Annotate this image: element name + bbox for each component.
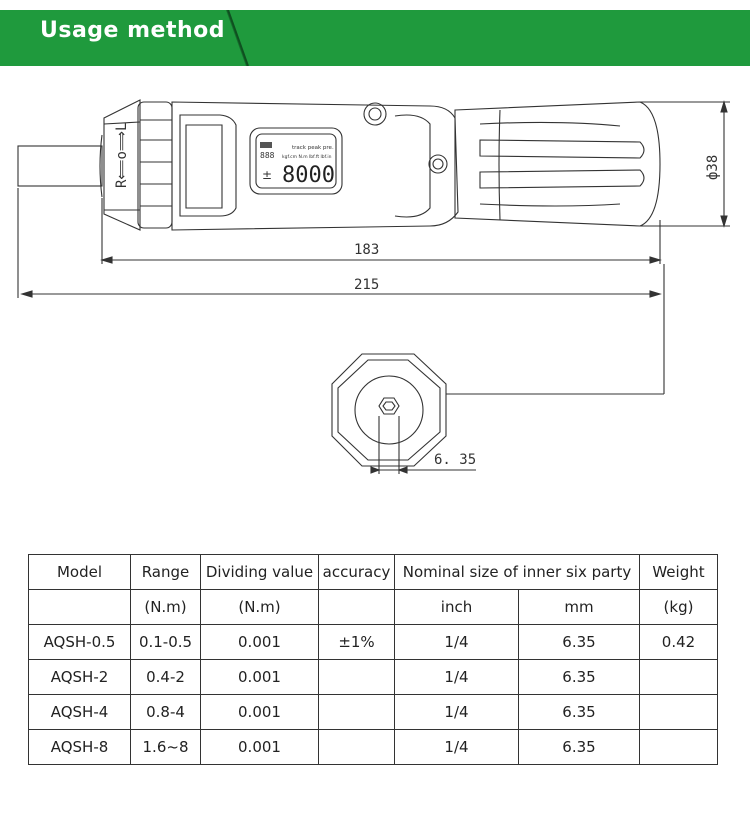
ratchet-ring xyxy=(138,102,172,228)
header-model-empty xyxy=(29,590,131,625)
cell-mm: 6.35 xyxy=(519,730,640,765)
spec-table xyxy=(28,554,718,765)
header-accuracy: accuracy xyxy=(319,555,395,590)
direction-label: R⟸o⟹L xyxy=(114,122,130,188)
display-mode-text: track peak pre. xyxy=(292,145,334,151)
diameter-dimension: ф38 xyxy=(705,154,721,180)
cell-range: 1.6~8 xyxy=(131,730,201,765)
table-row xyxy=(29,625,718,660)
cell-dividing: 0.001 xyxy=(201,660,319,695)
hex-size-dimension: 6. 35 xyxy=(434,452,477,468)
cell-accuracy xyxy=(319,660,395,695)
cell-range: 0.8-4 xyxy=(131,695,201,730)
shaft xyxy=(18,146,102,186)
cell-accuracy xyxy=(319,695,395,730)
table-row xyxy=(29,695,718,730)
table-row xyxy=(29,660,718,695)
cell-weight xyxy=(640,660,718,695)
cell-dividing: 0.001 xyxy=(201,730,319,765)
header-inch: inch xyxy=(395,590,519,625)
header-range-unit: (N.m) xyxy=(131,590,201,625)
cell-weight xyxy=(640,695,718,730)
display xyxy=(260,142,335,188)
header-model: Model xyxy=(29,555,131,590)
cell-inch: 1/4 xyxy=(395,625,519,660)
header-mm: mm xyxy=(519,590,640,625)
rear-grip xyxy=(455,102,660,226)
section-title: Usage method xyxy=(40,18,226,43)
table-row xyxy=(29,730,718,765)
display-small-digits: 888 xyxy=(260,151,275,160)
cell-accuracy xyxy=(319,730,395,765)
header-range: Range xyxy=(131,555,201,590)
cell-dividing: 0.001 xyxy=(201,695,319,730)
button-top xyxy=(364,103,386,125)
cell-accuracy: ±1% xyxy=(319,625,395,660)
length-body-dimension: 183 xyxy=(354,242,380,258)
display-digits: 8000 xyxy=(282,163,335,188)
end-view xyxy=(332,354,664,474)
cell-range: 0.1-0.5 xyxy=(131,625,201,660)
section-banner xyxy=(0,10,750,66)
cell-weight: 0.42 xyxy=(640,625,718,660)
cell-model: AQSH-8 xyxy=(29,730,131,765)
header-dividing-unit: (N.m) xyxy=(201,590,319,625)
cell-mm: 6.35 xyxy=(519,695,640,730)
length-total-dimension: 215 xyxy=(354,277,380,293)
header-nominal: Nominal size of inner six party xyxy=(395,555,640,590)
cell-model: AQSH-2 xyxy=(29,660,131,695)
cell-inch: 1/4 xyxy=(395,730,519,765)
header-weight: Weight xyxy=(640,555,718,590)
cell-mm: 6.35 xyxy=(519,660,640,695)
cell-range: 0.4-2 xyxy=(131,660,201,695)
cell-weight xyxy=(640,730,718,765)
display-units-text: kgf.cm N.m lbf.ft lbf.in xyxy=(282,155,332,160)
header-weight-unit: (kg) xyxy=(640,590,718,625)
cell-mm: 6.35 xyxy=(519,625,640,660)
cell-model: AQSH-0.5 xyxy=(29,625,131,660)
display-sign: ± xyxy=(262,168,273,182)
button-side xyxy=(429,155,447,173)
cell-inch: 1/4 xyxy=(395,695,519,730)
cell-model: AQSH-4 xyxy=(29,695,131,730)
screwdriver-drawing xyxy=(0,80,750,480)
header-dividing: Dividing value xyxy=(201,555,319,590)
cell-inch: 1/4 xyxy=(395,660,519,695)
cell-dividing: 0.001 xyxy=(201,625,319,660)
header-accuracy-empty xyxy=(319,590,395,625)
